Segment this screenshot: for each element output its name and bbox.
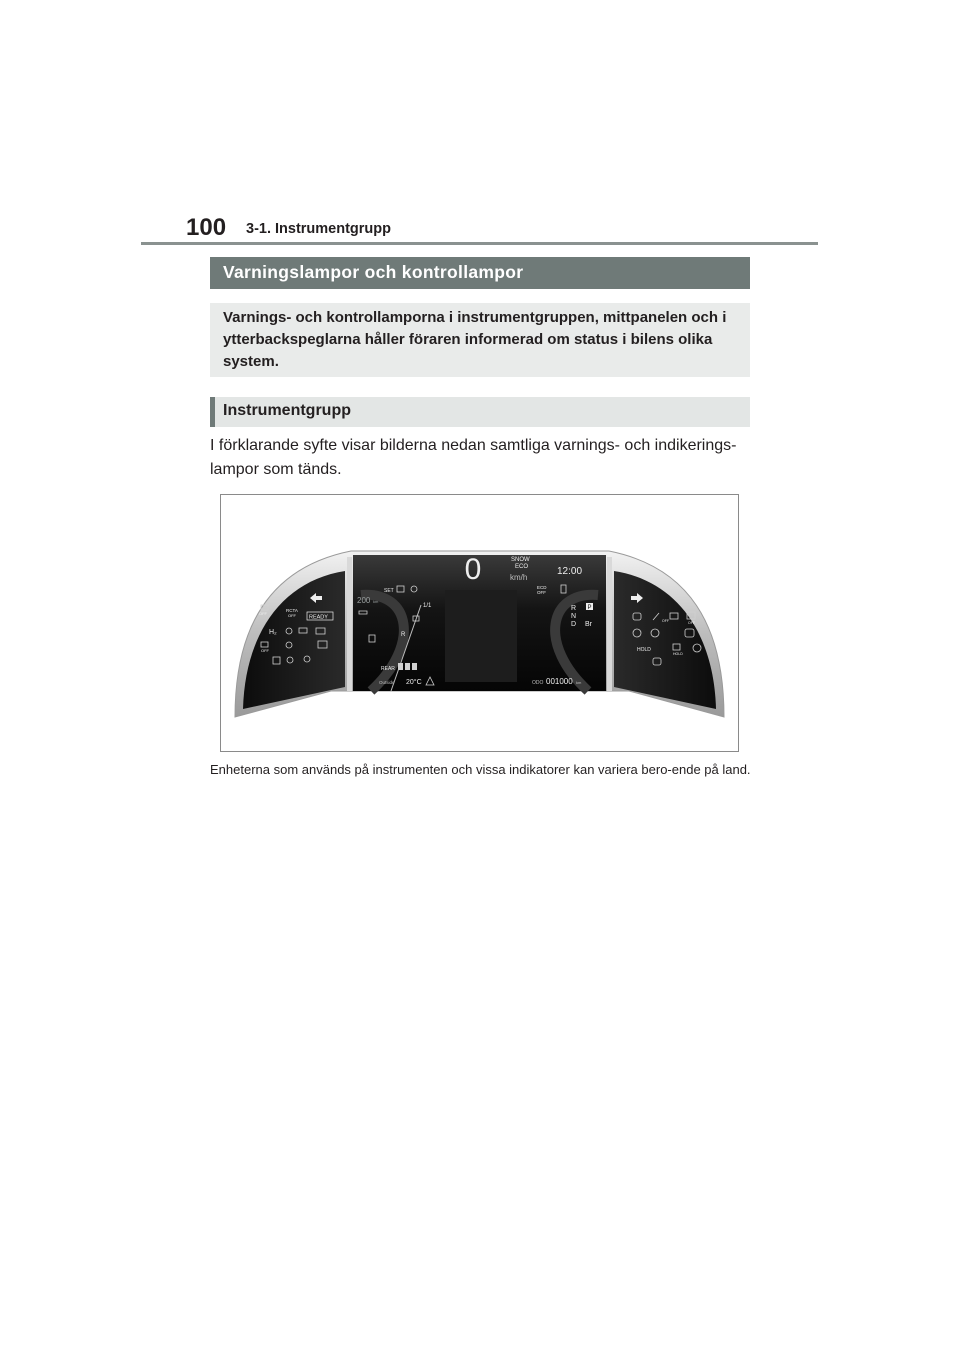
section-heading: 3-1. Instrumentgrupp <box>246 221 392 237</box>
subheading-accent <box>210 397 215 427</box>
gear-d: D <box>571 621 577 628</box>
snow-label: SNOW <box>511 557 530 563</box>
ecd-off-label: OFF <box>537 590 546 595</box>
pcs-off-label: OFF <box>261 648 269 653</box>
eco-label: ECO <box>515 564 529 570</box>
fuel-full-label: 1/1 <box>423 603 432 609</box>
speed-unit: km/h <box>510 573 528 582</box>
rear-label: REAR <box>381 666 395 672</box>
hold-indicator: HOLD <box>637 647 651 653</box>
gear-br: Br <box>585 621 592 628</box>
right-off-label-1: OFF <box>662 619 669 623</box>
range-unit: km <box>373 599 379 604</box>
instrument-cluster-illustration <box>221 495 738 751</box>
clock: 12:00 <box>557 566 583 577</box>
ecd-label: ECD <box>537 585 547 590</box>
rear-seatbelt-icons <box>398 663 417 670</box>
outside-temp: 20°C <box>406 679 422 686</box>
rcta-label: RCTA <box>286 608 298 613</box>
gear-p: P <box>587 605 592 611</box>
gear-n: N <box>571 613 577 620</box>
subheading-bar <box>210 397 750 427</box>
body-paragraph: I förklarande syfte visar bilderna nedan samtliga varnings- och indikerings-lampor som tänds. <box>210 437 737 478</box>
rcta-off-label: OFF <box>288 613 296 618</box>
instrument-cluster-figure <box>220 494 739 752</box>
intro-text: Varnings- och kontrollamporna i instrumentgruppen, mittpanelen och i ytterbackspeglarna håller föraren informerad om status i bilens olika system. <box>223 309 727 370</box>
intro-box <box>210 303 750 377</box>
header-divider <box>141 242 818 245</box>
odo-value: 001000 <box>546 677 573 686</box>
speed-readout: 0 <box>464 553 482 586</box>
bsm-off-label: OFF <box>259 611 267 616</box>
set-label: SET <box>384 588 394 594</box>
hold-small-label: HOLD <box>673 652 683 656</box>
fuel-r-label: R <box>401 632 406 638</box>
page-number: 100 <box>186 214 227 241</box>
h2-indicator: H₂ <box>269 629 277 636</box>
odo-unit: km <box>576 680 582 685</box>
ready-indicator: READY <box>309 614 328 621</box>
right-off-label-2: OFF <box>688 621 695 625</box>
outside-label: Outside <box>379 680 395 685</box>
range-value: 200 <box>357 596 371 605</box>
gear-r: R <box>571 605 577 612</box>
subheading: Instrumentgrupp <box>223 402 351 419</box>
title-bar <box>210 257 750 289</box>
page-title: Varningslampor och kontrollampor <box>223 262 524 282</box>
figure-caption: Enheterna som används på instrumenten och vissa indikatorer kan variera bero-ende på land. <box>210 762 751 777</box>
odo-label: ODO <box>532 680 544 686</box>
